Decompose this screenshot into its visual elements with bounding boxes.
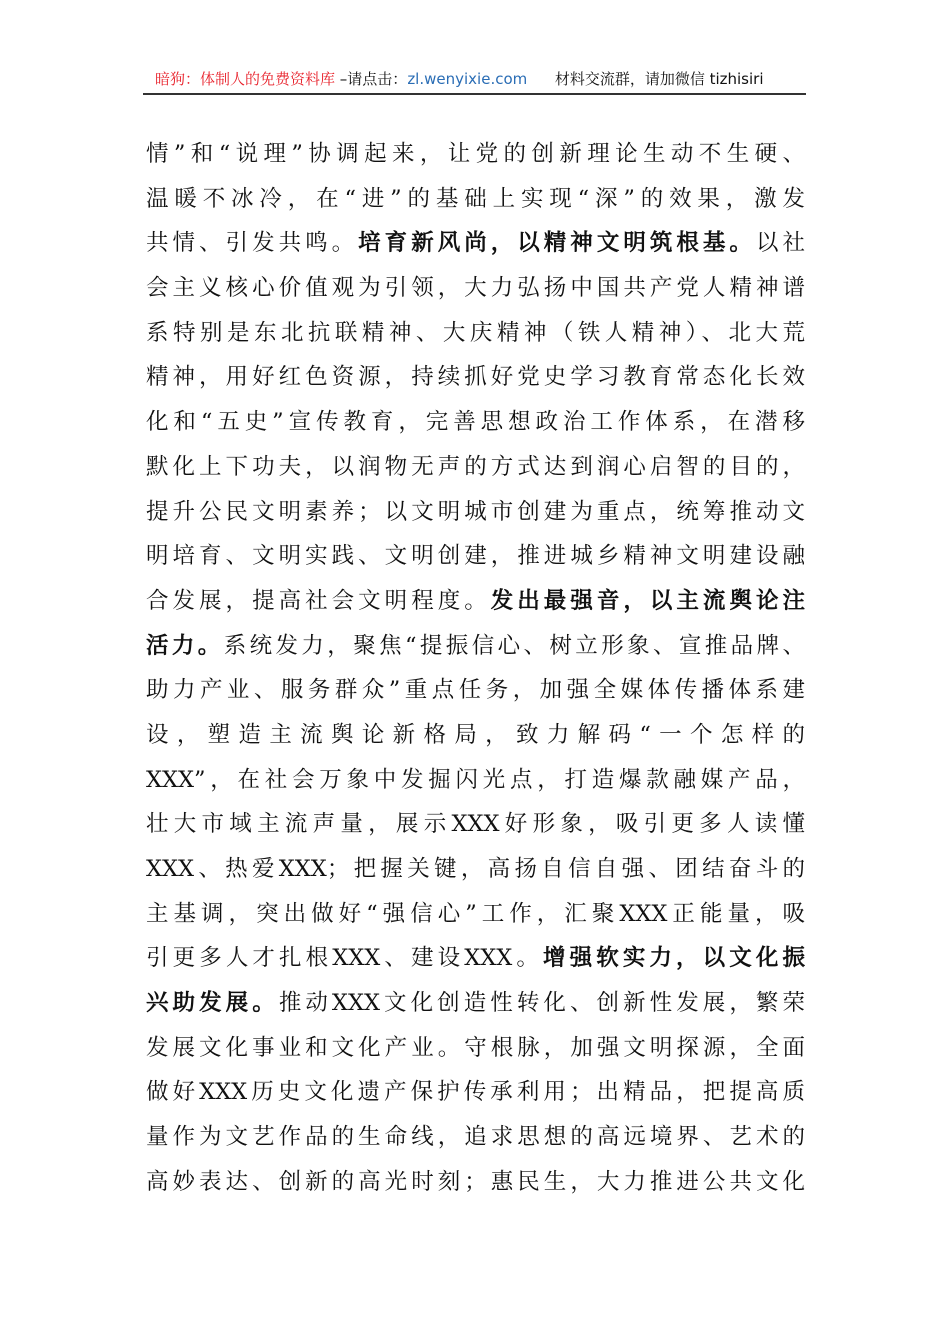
text-line bbox=[146, 981, 805, 1026]
text-line bbox=[146, 1160, 805, 1205]
body-text: 做好XXX历史文化遗产保护传承利用；出精品，把提高质 bbox=[146, 1079, 805, 1106]
body-text: 主基调，突出做好“强信心”工作，汇聚XXX正能量，吸 bbox=[146, 900, 805, 927]
body-text: 合发展，提高社会文明程度。 bbox=[146, 587, 491, 614]
text-line bbox=[146, 490, 805, 535]
bold-heading-text: 发出最强音，以主流舆论注 bbox=[490, 587, 805, 614]
text-line bbox=[146, 177, 805, 222]
text-line bbox=[146, 624, 805, 669]
text-line bbox=[146, 266, 805, 311]
bold-heading-text: 培育新风尚，以精神文明筑根基。 bbox=[358, 230, 756, 257]
text-line bbox=[146, 579, 805, 624]
page-header bbox=[143, 68, 806, 92]
body-text: XXX”，在社会万象中发掘闪光点，打造爆款融媒产品， bbox=[146, 766, 805, 793]
body-text: 引更多人才扎根XXX、建设XXX。 bbox=[146, 945, 544, 972]
header-contact: 材料交流群，请加微信 tizhisiri bbox=[554, 70, 764, 88]
body-text: 默化上下功夫，以润物无声的方式达到润心启智的目的， bbox=[146, 453, 805, 480]
bold-heading-text: 活力。 bbox=[146, 632, 224, 659]
text-line bbox=[146, 311, 805, 356]
body-text: 提升公民文明素养；以文明城市创建为重点，统筹推动文 bbox=[146, 498, 805, 525]
text-line bbox=[146, 1026, 805, 1071]
body-text: 精神，用好红色资源，持续抓好党史学习教育常态化长效 bbox=[146, 364, 805, 391]
header-brand: 暗狗：体制人的免费资料库 bbox=[155, 70, 336, 88]
body-text: 化和“五史”宣传教育，完善思想政治工作体系，在潜移 bbox=[146, 409, 805, 436]
header-divider bbox=[143, 93, 806, 95]
text-line bbox=[146, 1115, 805, 1160]
text-line bbox=[146, 1070, 805, 1115]
document-body bbox=[146, 132, 805, 1205]
text-line bbox=[146, 355, 805, 400]
body-text: 高妙表达、创新的高光时刻；惠民生，大力推进公共文化 bbox=[146, 1168, 805, 1195]
text-line bbox=[146, 847, 805, 892]
text-line bbox=[146, 668, 805, 713]
text-line bbox=[146, 758, 805, 803]
body-text: 系特别是东北抗联精神、大庆精神（铁人精神）、北大荒 bbox=[146, 319, 805, 346]
body-text: 发展文化事业和文化产业。守根脉，加强文明探源，全面 bbox=[146, 1034, 805, 1061]
body-text: 设，塑造主流舆论新格局，致力解码“一个怎样的 bbox=[146, 721, 805, 748]
body-text: 壮大市域主流声量，展示XXX好形象，吸引更多人读懂 bbox=[146, 811, 805, 838]
body-text: 量作为文艺作品的生命线，追求思想的高远境界、艺术的 bbox=[146, 1124, 805, 1151]
body-text: 以社 bbox=[755, 230, 805, 257]
bold-heading-text: 兴助发展。 bbox=[146, 990, 279, 1017]
text-line bbox=[146, 132, 805, 177]
body-text: 明培育、文明实践、文明创建，推进城乡精神文明建设融 bbox=[146, 543, 805, 570]
bold-heading-text: 增强软实力，以文化振 bbox=[543, 945, 805, 972]
body-text: 情”和“说理”协调起来，让党的创新理论生动不生硬、 bbox=[146, 141, 805, 167]
text-line bbox=[146, 892, 805, 937]
body-text: 温暖不冰冷，在“进”的基础上实现“深”的效果，激发 bbox=[146, 185, 805, 212]
body-text: XXX、热爱XXX；把握关键，高扬自信自强、团结奋斗的 bbox=[146, 856, 805, 882]
body-text: 助力产业、服务群众”重点任务，加强全媒体传播体系建 bbox=[146, 677, 805, 704]
body-text: 共情、引发共鸣。 bbox=[146, 230, 359, 257]
text-line bbox=[146, 534, 805, 579]
header-prompt: –请点击： bbox=[339, 70, 408, 88]
header-link[interactable]: zl.wenyixie.com bbox=[407, 70, 528, 88]
text-line bbox=[146, 936, 805, 981]
body-text: 会主义核心价值观为引领，大力弘扬中国共产党人精神谱 bbox=[146, 275, 805, 302]
body-text: 推动XXX文化创造性转化、创新性发展，繁荣 bbox=[278, 990, 805, 1017]
text-line bbox=[146, 400, 805, 445]
text-line bbox=[146, 802, 805, 847]
text-line bbox=[146, 221, 805, 266]
text-line bbox=[146, 713, 805, 758]
body-text: 系统发力，聚焦“提振信心、树立形象、宣推品牌、 bbox=[223, 632, 805, 659]
text-line bbox=[146, 445, 805, 490]
